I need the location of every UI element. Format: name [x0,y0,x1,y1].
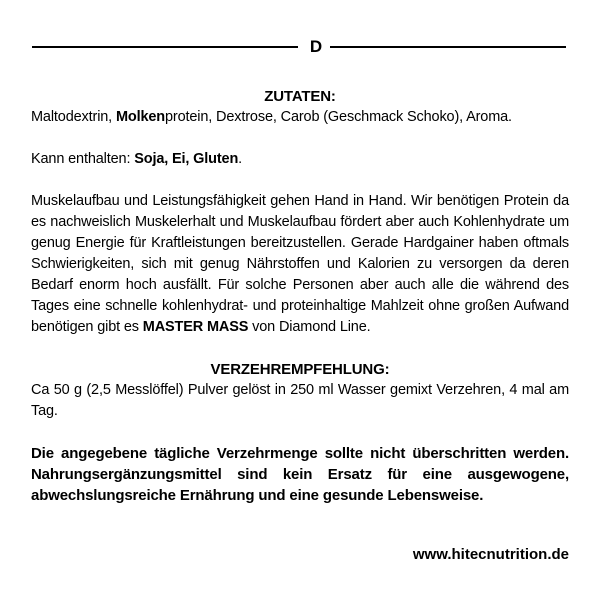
warning-text: Die angegebene tägliche Verzehrmenge sollte nicht überschritten werden. Nahrungsergänzungsmittel sind kein Ersatz für eine ausgewogene, abwechslungsreiche Ernährung und eine gesunde Lebensweise. [31,445,569,504]
usage-text: Ca 50 g (2,5 Messlöffel) Pulver gelöst in 250 ml Wasser gemixt Verzehren, 4 mal am Tag. [31,382,569,419]
product-description [31,191,569,338]
header-rule-left [32,46,298,48]
allergens-list: Soja, Ei, Gluten [134,151,239,167]
ingredient-molken: Molken [115,109,165,125]
description-suffix: von Diamond Line. [248,319,371,335]
description-text: Muskelaufbau und Leistungsfähigkeit gehen Hand in Hand. Wir benötigen Protein da es nachweislich Muskelerhalt und Muskelaufbau fördert aber auch Kohlenhydrate um genug Energie für Kraftleistungen bereitzustellen. Gerade Hardgainer haben oftmals Schwierigkeiten, sich mit genug Nährstoffen und Kalorien zu versorgen da deren Bedarf enorm hoch ausfällt. Für solche Personen aber auch alle die während des Tages eine schnelle kohlenhydrat- und proteinhaltige Mahlzeit ohne großen Aufwand benötigen gibt es [31,193,569,335]
website-link[interactable]: www.hitecnutrition.de [412,546,569,563]
ingredients-list [31,107,569,128]
ingredient-maltodextrin: Maltodextrin, [31,109,116,125]
usage-heading: VERZEHREMPFEHLUNG: [210,361,390,378]
allergens-suffix: . [238,151,243,167]
ingredient-rest: protein, Dextrose, Carob (Geschmack Schoko), Aroma. [165,109,512,125]
label-content [31,86,569,506]
section-header [30,36,570,58]
language-letter: D [309,37,323,56]
allergens-prefix: Kann enthalten: [31,151,135,167]
allergens-line [31,149,569,170]
header-rule-right [330,46,566,48]
ingredients-heading: ZUTATEN: [264,88,336,105]
product-name: MASTER MASS [142,319,249,335]
